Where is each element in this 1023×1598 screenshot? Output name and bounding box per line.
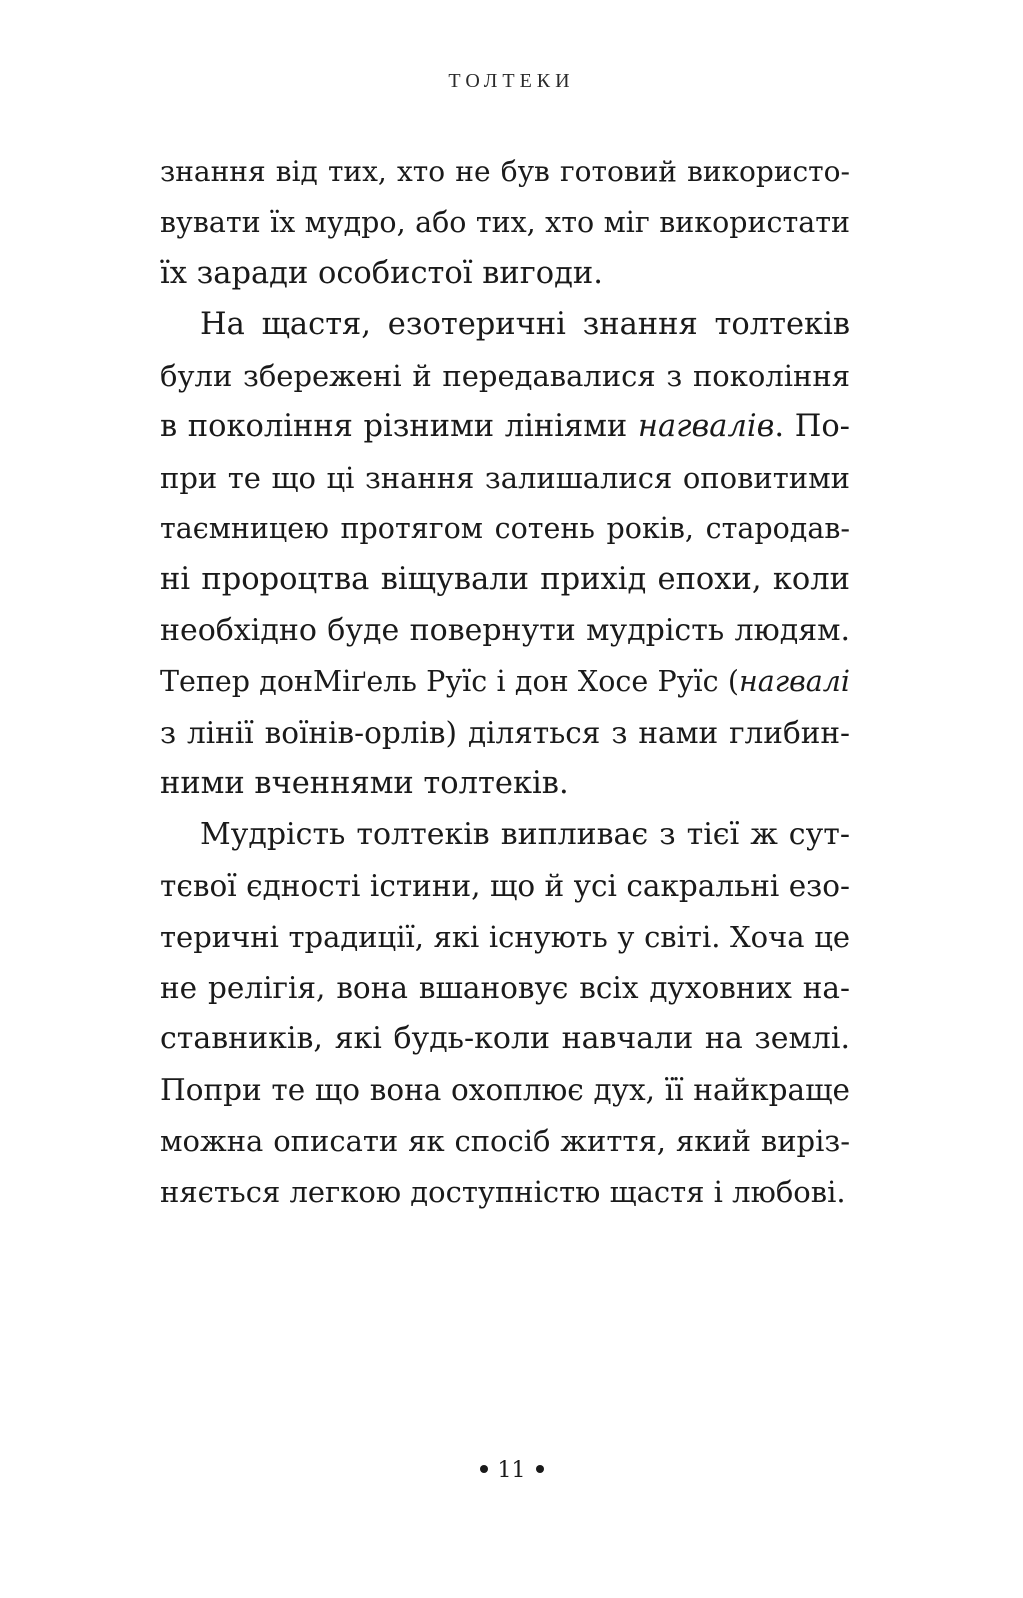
bullet-icon bbox=[480, 1465, 488, 1473]
text-line: ні пророцтва віщували прихід епохи, коли bbox=[160, 562, 850, 597]
text-line: з лінії воїнів-орлів) діляться з нами глибин- bbox=[160, 716, 850, 750]
page-number-text: 11 bbox=[497, 1458, 526, 1483]
text-run: в покоління різними лініями bbox=[160, 409, 638, 444]
text-line: таємницею протягом сотень років, стародав- bbox=[160, 512, 850, 545]
text-line: Мудрість толтеків випливає з тієї ж сут- bbox=[200, 817, 850, 852]
text-line: ними вченнями толтеків. bbox=[160, 766, 569, 801]
bullet-icon bbox=[536, 1465, 544, 1473]
text-line: їх заради особистої вигоди. bbox=[160, 256, 603, 291]
text-line: тєвої єдності істини, що й усі сакральні езо- bbox=[160, 869, 850, 903]
text-line: теричні традиції, які існують у світі. Хоча це bbox=[160, 920, 850, 954]
italic-term: нагвалі bbox=[738, 665, 850, 698]
text-line-with-italic bbox=[160, 401, 850, 453]
text-line: ставників, які будь-коли навчали на землі. bbox=[160, 1021, 850, 1056]
text-line: при те що ці знання залишалися оповитими bbox=[160, 461, 850, 495]
text-line: необхідно буде повернути мудрість людям. bbox=[160, 613, 850, 648]
text-line: Попри те що вона охоплює дух, її найкраще bbox=[160, 1073, 850, 1107]
italic-term: нагвалів bbox=[637, 409, 775, 444]
running-head: ТОЛТЕКИ bbox=[448, 70, 575, 92]
text-line: знання від тих, хто не був готовий використо- bbox=[160, 155, 850, 188]
text-line: На щастя, езотеричні знання толтеків bbox=[200, 307, 850, 342]
text-line: можна описати як спосіб життя, який виріз- bbox=[160, 1124, 850, 1158]
text-line-with-italic bbox=[160, 656, 850, 708]
text-run: . По- bbox=[774, 409, 850, 444]
text-run: Тепер донМіґель Руїс і дон Хосе Руїс ( bbox=[160, 665, 739, 698]
text-line: були збережені й передавалися з покоління bbox=[160, 359, 850, 393]
text-line: няється легкою доступністю щастя і любові. bbox=[160, 1175, 846, 1209]
text-line: вувати їх мудро, або тих, хто міг використати bbox=[160, 206, 850, 239]
page-number bbox=[0, 1458, 1023, 1483]
text-line: не релігія, вона вшановує всіх духовних на- bbox=[160, 971, 850, 1005]
